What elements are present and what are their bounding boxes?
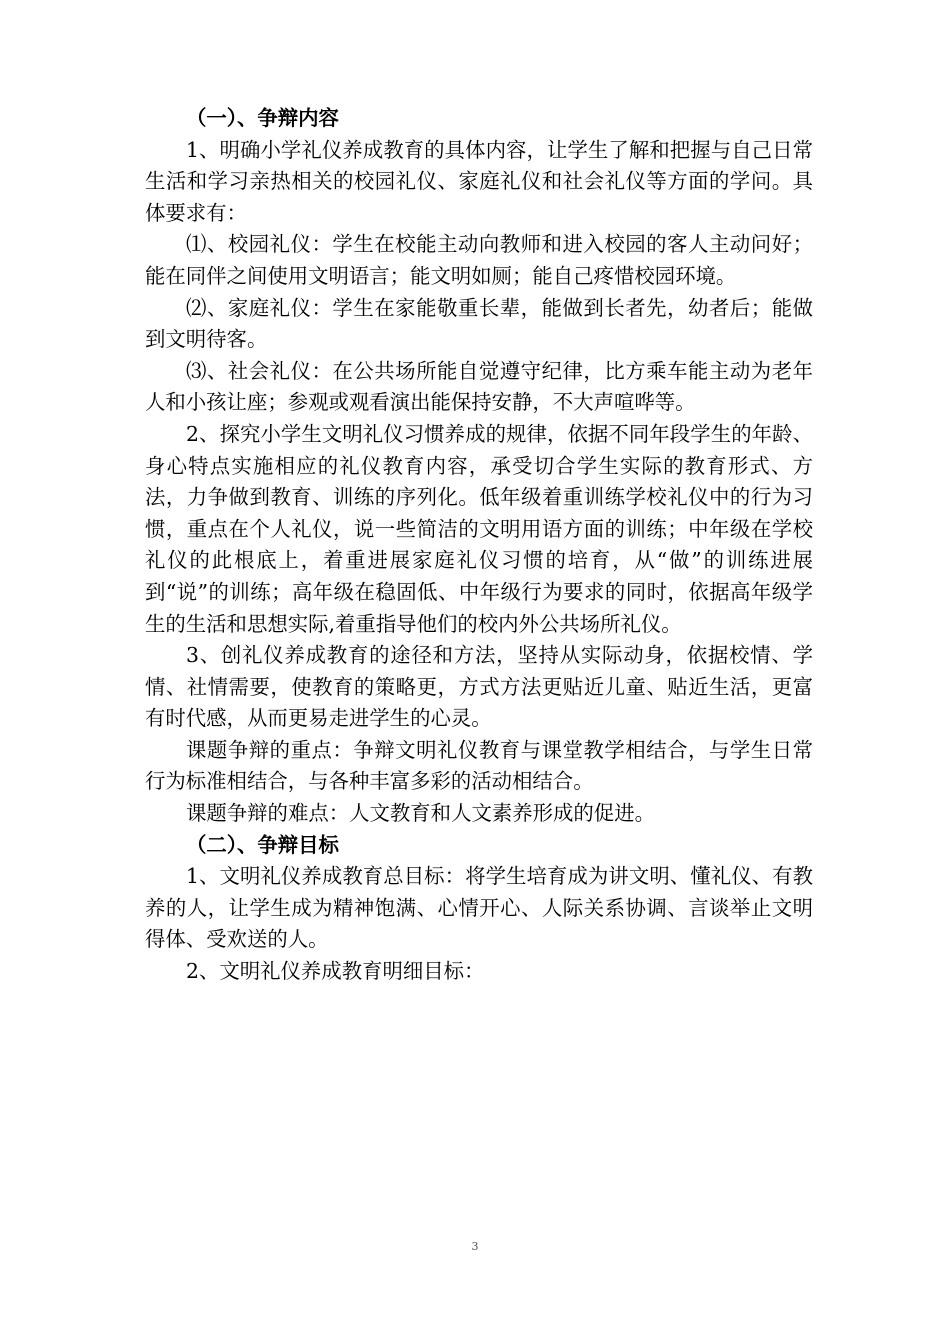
paragraph: 2、探究小学生文明礼仪习惯养成的规律，依据不同年段学生的年龄、身心特点实施相应的礼仪教育内容，承受切合学生实际的教育形式、方法，力争做到教育、训练的序列化。低年级着重训练学校礼仪中的行为习惯，重点在个人礼仪，说一些简洁的文明用语方面的训练；中年级在学校礼仪的此根底上，着重进展家庭礼仪习惯的培育，从“做”的训练进展到“说”的训练；高年级在稳固低、中年级行为要求的同时，依据高年级学生的生活和思想实际,着重指导他们的校内外公共场所礼仪。 [145,421,813,636]
paragraph: 课题争辩的重点：争辩文明礼仪教育与课堂教学相结合，与学生日常行为标准相结合，与各种丰富多彩的活动相结合。 [145,737,813,794]
paragraph: 2、文明礼仪养成教育明细目标： [186,959,485,984]
section-heading-content: （一）、争辩内容 [186,106,339,130]
page-number: 3 [471,1240,479,1253]
paragraph: 3、创礼仪养成教育的途径和方法，坚持从实际动身，依据校情、学情、社情需要，使教育的策略更，方式方法更贴近儿童、贴近生活，更富有时代感，从而更易走进学生的心灵。 [145,643,813,731]
paragraph: ⑶、社会礼仪：在公共场所能自觉遵守纪律，比方乘车能主动为老年人和小孩让座；参观或观看演出能保持安静，不大声喧哗等。 [145,358,813,415]
document-body [145,103,813,988]
paragraph: 课题争辩的难点：人文教育和人文素养形成的促进。 [186,801,655,826]
paragraph: 1、明确小学礼仪养成教育的具体内容，让学生了解和把握与自己日常生活和学习亲热相关的校园礼仪、家庭礼仪和社会礼仪等方面的学问。具体要求有： [145,137,813,225]
paragraph: ⑴、校园礼仪：学生在校能主动向教师和进入校园的客人主动问好；能在同伴之间使用文明语言；能文明如厕；能自己疼惜校园环境。 [145,232,813,288]
paragraph: ⑵、家庭礼仪：学生在家能敬重长辈，能做到长者先，幼者后；能做到文明待客。 [145,295,813,352]
paragraph: 1、文明礼仪养成教育总目标：将学生培育成为讲文明、懂礼仪、有教养的人，让学生成为精神饱满、心情开心、人际关系协调、言谈举止文明得体、受欢送的人。 [145,864,813,952]
section-heading-goals: （二）、争辩目标 [186,832,339,857]
